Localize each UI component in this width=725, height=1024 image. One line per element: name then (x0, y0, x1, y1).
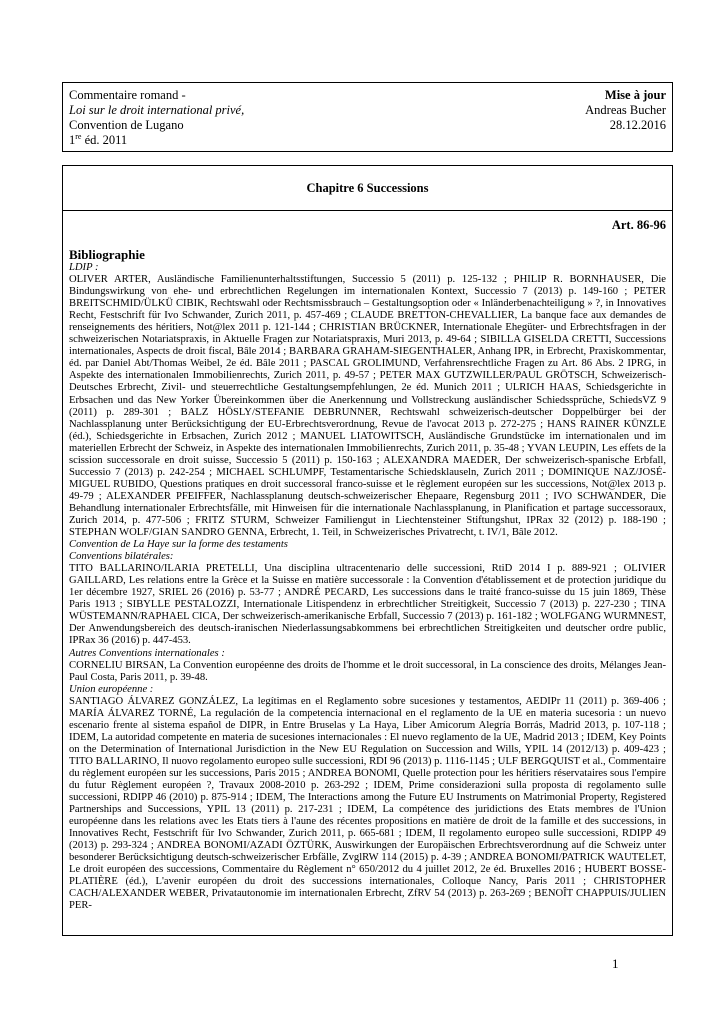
header-left-block (69, 88, 244, 148)
section-text-ldip: OLIVER ARTER, Ausländische Familienunterhaltsstiftungen, Successio 5 (2011) p. 125-132 ; PHILIP R. BORNHAUSER, Die Bindungswirkung von ehe- und erbrechtlichen Regelungen im internationalen Kontext, Successio 7 (2013) p. 149-160 ; PETER BREITSCHMID/ÜLKÜ CIBIK, Rechtswahl oder Rechtsmissbrauch – Gestaltungsoption oder « Inländerbenachteiligung » ?, in Innovatives Recht, Festschrift für Ivo Schwander, Zurich 2011, p. 457-469 ; CLAUDE BRETTON-CHEVALLIER, La banque face aux demandes de renseignements des héritiers, Not@lex 2011 p. 121-144 ; CHRISTIAN BRÜCKNER, Internationale Ehegüter- und Erbrechtsfragen in der schweizerischen Notariatspraxis, in Aktuelle Fragen zur Notariatspraxis, Muri 2013, p. 49-64 ; SIBILLA GISELDA CRETTI, Successions internationales, Aspects de droit fiscal, Bâle 2014 ; BARBARA GRAHAM-SIEGENTHALER, Anhang IPR, in Erbrecht, Praxiskommentar, éd. par Daniel Abt/Thomas Weibel, 2e éd. Bâle 2011 ; PASCAL GROLIMUND, Verfahrensrechtliche Fragen zu Art. 86 Abs. 2 IPRG, in Aspekte des internationalen Immobilienrechts, Zurich 2011, p. 49-57 ; PETER MAX GUTZWILLER/PAUL GRÖTSCH, Schweizerisch-Deutsches Erbrecht, Zivil- und steuerrechtliche Gestaltungsempfehlungen, 2e éd. Munich 2011 ; ULRICH HAAS, Schiedsgerichte in Erbsachen und das New Yorker Übereinkommen über die Anerkennung und Vollstreckung ausländischer Schiedssprüche, SchiedsVZ 9 (2011) p. 289-301 ; BALZ HÖSLY/STEFANIE DEBRUNNER, Rechtswahl schweizerisch-deutscher Doppelbürger bei der Nachlassplanung unter Berücksichtigung der EU-Erbrechtsverordnung, Revue de l'avocat 2013 p. 272-275 ; HANS RAINER KÜNZLE (éd.), Schiedsgerichte in Erbsachen, Zurich 2012 ; MANUEL LIATOWITSCH, Ausländische Grundstücke im internationalen und im materiellen Erbrecht der Schweiz, in Aspekte des internationalen Immobilienrechts, Zurich 2011, p. 35-48 ; YVAN LEUPIN, Les effets de la scission successorale en droit suisse, Successio 5 (2011) p. 150-163 ; ALEXANDRA MAEDER, Der schweizerisch-spanische Erbfall, Successio 7 (2013) p. 242-254 ; MICHAEL SCHLUMPF, Testamentarische Schiedsklauseln, Zurich 2011 ; DOMINIQUE NAZ/JOSÉ-MIGUEL RUBIDO, Questions pratiques en droit successoral franco-suisse et le règlement européen sur les successions, Not@lex 2013 p. 49-79 ; ALEXANDER PFEIFFER, Nachlassplanung deutsch-schweizerischer Ehepaare, Regensburg 2011 ; IVO SCHWANDER, Die Behandlung internationaler Erbrechtsfälle, mit Hinweisen für die internationale Nachlassplanung, in Planification et partage successoraux, Zurich 2014, p. 477-506 ; FRITZ STURM, Schweizer Familiengut in Liechtensteiner Stiftungshut, IPRax 32 (2012) p. 188-190 ; STEPHAN WOLF/GIAN SANDRO GENNA, Erbrecht, 1. Teil, in Schweizerisches Privatrecht, t. IV/1, Bâle 2012. (69, 274, 666, 539)
article-reference: Art. 86-96 (611, 218, 666, 232)
section-label-other-conventions: Autres Conventions internationales : (69, 647, 225, 659)
commentary-title: Commentaire romand - (69, 88, 186, 102)
update-date: 28.12.2016 (609, 118, 666, 132)
section-text-other-conventions: CORNELIU BIRSAN, La Convention européenne des droits de l'homme et le droit successoral, in La conscience des droits, Mélanges Jean-Paul Costa, Paris 2011, p. 39-48. (69, 659, 666, 683)
page-number: 1 (612, 956, 619, 971)
section-text-bilateral: TITO BALLARINO/ILARIA PRETELLI, Una disciplina ultracentenario delle successioni, RtiD 2014 I p. 889-921 ; OLIVIER GAILLARD, Les relations entre la Grèce et la Suisse en matière successorale : la Convention d'établissement et de protection juridique du 1er décembre 1927, SRIEL 26 (2016) p. 53-77 ; ANDRÉ PECARD, Les successions dans le traité franco-suisse du 15 juin 1869, Thèse Paris 1913 ; SIBYLLE PESTALOZZI, Internationale Litispendenz in erbrechtlicher Streitigkeit, Successio 7 (2013) p. 227-230 ; TINA WÜSTEMANN/RAPHAEL CICA, Der schweizerisch-amerikanische Erbfall, Successio 7 (2013) p. 161-182 ; WOLFGANG WURMNEST, Der Anwendungsbereich des deutsch-iranischen Niederlassungsabkommens bei erbrechtlichen Streitigkeiten und deutscher ordre public, IPRax 36 (2016) p. 447-453. (69, 563, 666, 647)
bibliography-heading: Bibliographie (69, 247, 145, 262)
law-title: Loi sur le droit international privé, (69, 103, 245, 117)
edition-superscript: re (75, 131, 82, 141)
header-right-block (585, 88, 666, 133)
author-name: Andreas Bucher (585, 103, 666, 117)
section-label-hague: Convention de La Haye sur la forme des testaments (69, 539, 288, 551)
document-header (62, 82, 673, 152)
edition-line (69, 133, 244, 148)
bibliography-content (63, 218, 672, 913)
convention-title: Convention de Lugano (69, 118, 184, 132)
chapter-title: Chapitre 6 Successions (63, 166, 672, 211)
section-label-ldip: LDIP : (69, 262, 99, 273)
edition-rest: éd. 2011 (81, 133, 128, 147)
section-label-bilateral: Conventions bilatérales: (69, 551, 174, 563)
section-label-eu: Union européenne : (69, 683, 154, 695)
section-text-eu: SANTIAGO ÁLVAREZ GONZÁLEZ, La legítimas en el Reglamento sobre sucesiones y testamentos, AEDIPr 11 (2011) p. 369-406 ; MARÍA ÁLVAREZ TORNÉ, La regulación de la competencia internacional en el reglamento de la UE en materia sucesoria : un nuevo escenario frente al sistema español de DIPR, in Entre Bruselas y La Haya, Liber Amicorum Alegría Borrás, Madrid 2013, p. 107-118 ; IDEM, La autoridad competente en materia de sucesiones internacionales : El nuevo reglamento de la UE, Madrid 2013 ; IDEM, Key Points on the Determination of International Jurisdiction in the New EU Regulation on Succession and Wills, YPIL 14 (2012/13) p. 409-423 ; TITO BALLARINO, Il nuovo regolamento europeo sulle successioni, RDI 96 (2013) p. 1116-1145 ; ULF BERGQUIST et al., Commentaire du règlement européen sur les successions, Paris 2015 ; ANDREA BONOMI, Quelle protection pour les héritiers réservataires sous l'empire du futur Règlement européen ?, Travaux 2008-2010 p. 263-292 ; IDEM, Prime considerazioni sulla proposta di regolamento sulle successioni, RDIPP 46 (2010) p. 875-914 ; IDEM, The Interactions among the Future EU Instruments on Matrimonial Property, Registered Partnerships and Successions, YPIL 13 (2011) p. 217-231 ; IDEM, La compétence des juridictions des Etats membres de l'Union européenne dans les relations avec les Etats tiers à l'aune des récentes propositions en matière de droit de la famille et des successions, in Innovatives Recht, Festschrift für Ivo Schwander, Zurich 2011, p. 665-681 ; IDEM, Il regolamento europeo sulle successioni, RDIPP 49 (2013) p. 293-324 ; ANDREA BONOMI/AZADI ÖZTÜRK, Auswirkungen der Europäischen Erbrechtsverordnung auf die Schweiz unter besonderer Berücksichtigung deutsch-schweizerischer Erbfälle, ZvglRW 114 (2015) p. 4-39 ; ANDREA BONOMI/PATRICK WAUTELET, Le droit européen des successions, Commentaire du Règlement n° 650/2012 du 4 juillet 2012, 2e éd. Bruxelles 2016 ; HUBERT BOSSE-PLATIÈRE (éd.), L'avenir européen du droit des successions internationales, Colloque Nancy, Paris 2011 ; CHRISTOPHER CACH/ALEXANDER WEBER, Privatautonomie im internationalen Erbrecht, ZfRV 54 (2013) p. 263-269 ; BENOÎT CHAPPUIS/JULIEN PER- (69, 695, 666, 912)
edition-number: 1 (69, 133, 76, 147)
main-content-box (62, 165, 673, 936)
update-label: Mise à jour (604, 88, 666, 102)
